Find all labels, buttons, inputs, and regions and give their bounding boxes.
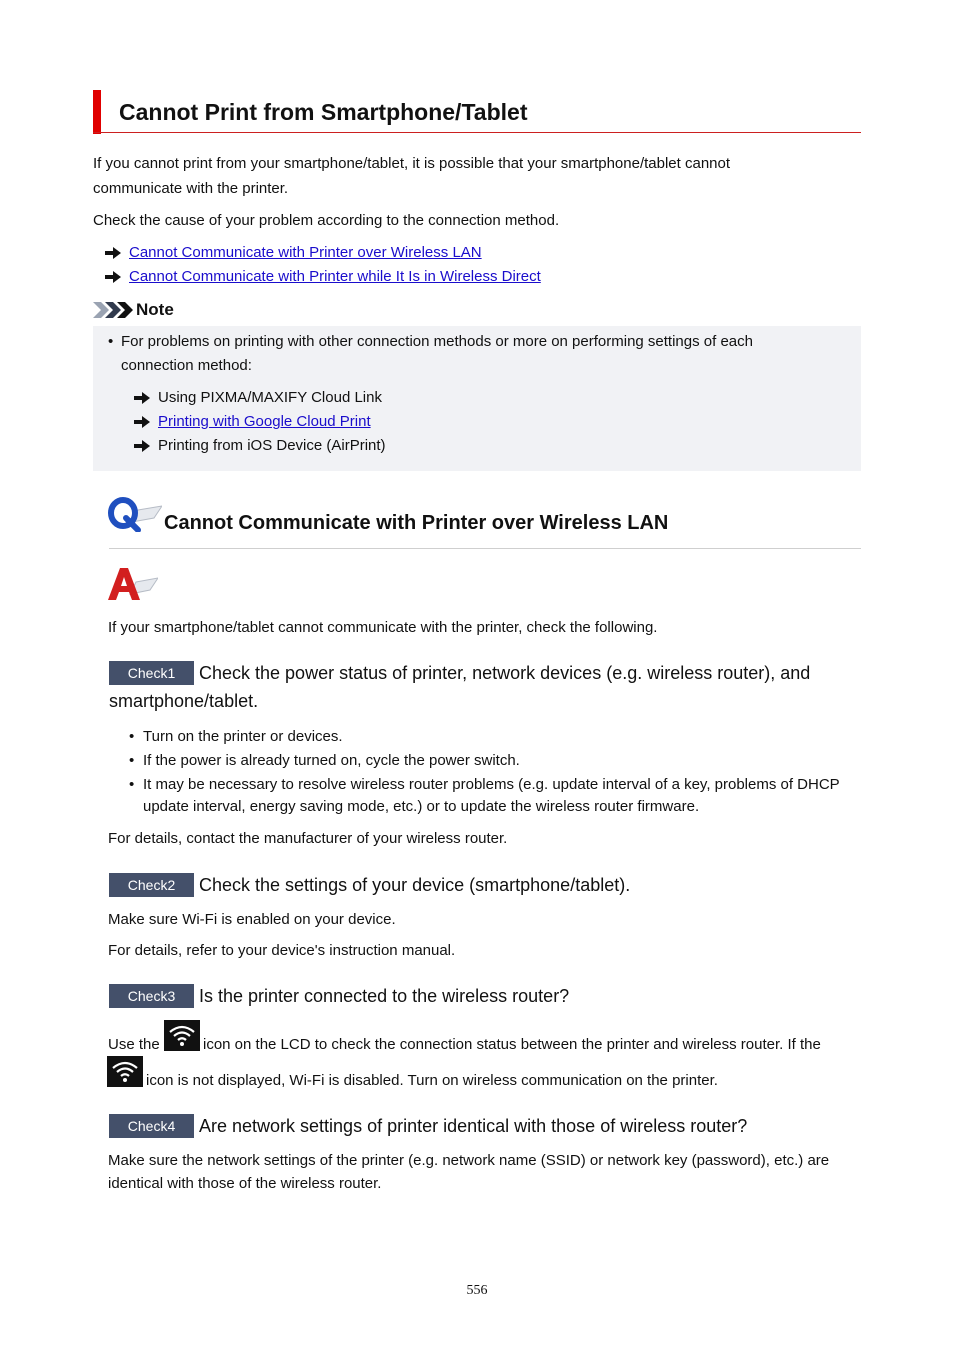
check3-line-1a: Use the [108, 1036, 160, 1053]
page-title: Cannot Print from Smartphone/Tablet [119, 99, 528, 125]
check2-heading: Check the settings of your device (smartphone/tablet). [199, 875, 631, 895]
right-arrow-icon [134, 416, 150, 428]
intro-line-2: communicate with the printer. [93, 180, 289, 197]
note-bullet-dot: • [108, 333, 114, 350]
note-item-cloud-link: Using PIXMA/MAXIFY Cloud Link [158, 389, 382, 406]
note-label: Note [136, 300, 174, 319]
check4-badge: Check4 [109, 1114, 194, 1138]
question-title: Cannot Communicate with Printer over Wireless LAN [164, 512, 669, 534]
right-arrow-icon [134, 440, 150, 452]
check3-badge: Check3 [109, 984, 194, 1008]
question-divider [109, 548, 861, 549]
check4-line-2: identical with those of the wireless router. [108, 1175, 382, 1192]
link-wireless-lan[interactable]: Cannot Communicate with Printer over Wireless LAN [129, 244, 482, 261]
note-bullet-line-1: For problems on printing with other connection methods or more on performing settings of each [121, 333, 753, 350]
title-accent-bar [93, 90, 101, 134]
check2-line-2: For details, refer to your device's instruction manual. [108, 942, 456, 959]
check1-heading-line-1: Check the power status of printer, network devices (e.g. wireless router), and [199, 663, 811, 683]
note-item-airprint: Printing from iOS Device (AirPrint) [158, 437, 386, 454]
link-wireless-direct[interactable]: Cannot Communicate with Printer while It Is in Wireless Direct [129, 268, 541, 285]
check4-line-1: Make sure the network settings of the printer (e.g. network name (SSID) or network key (password), etc.) are [108, 1152, 830, 1169]
check1-bullet-3-cont: update interval, energy saving mode, etc.) or to update the wireless router firmware. [143, 798, 700, 815]
check-cause-text: Check the cause of your problem according to the connection method. [93, 212, 560, 229]
check1-bullet-2: • If the power is already turned on, cycle the power switch. [129, 752, 520, 769]
note-chevrons-icon [93, 302, 133, 318]
check1-details: For details, contact the manufacturer of your wireless router. [108, 830, 508, 847]
check1-bullet-3: • It may be necessary to resolve wireless router problems (e.g. update interval of a key, problems of DHCP [129, 776, 840, 793]
check3-line-2: icon is not displayed, Wi-Fi is disabled. Turn on wireless communication on the printer. [146, 1072, 718, 1089]
answer-intro: If your smartphone/tablet cannot communicate with the printer, check the following. [108, 619, 658, 636]
wifi-icon [164, 1020, 200, 1051]
right-arrow-icon [134, 392, 150, 404]
right-arrow-icon [105, 271, 121, 283]
check1-bullet-1: • Turn on the printer or devices. [129, 728, 343, 745]
title-underline [93, 132, 861, 133]
page-number: 556 [466, 1283, 488, 1298]
check2-badge: Check2 [109, 873, 194, 897]
wifi-icon [107, 1056, 143, 1087]
link-google-cloud-print[interactable]: Printing with Google Cloud Print [158, 413, 371, 430]
right-arrow-icon [105, 247, 121, 259]
check3-line-1b: icon on the LCD to check the connection status between the printer and wireless router. If the [203, 1036, 821, 1053]
check3-heading: Is the printer connected to the wireless router? [199, 986, 570, 1006]
note-bullet-line-2: connection method: [121, 357, 252, 374]
check4-heading: Are network settings of printer identical with those of wireless router? [199, 1116, 748, 1136]
check2-line-1: Make sure Wi-Fi is enabled on your device. [108, 911, 396, 928]
check1-badge: Check1 [109, 661, 194, 685]
q-icon [108, 496, 162, 532]
check1-heading-line-2: smartphone/tablet. [109, 691, 259, 711]
a-icon [108, 566, 158, 602]
intro-line-1: If you cannot print from your smartphone/tablet, it is possible that your smartphone/tablet cannot [93, 155, 731, 172]
